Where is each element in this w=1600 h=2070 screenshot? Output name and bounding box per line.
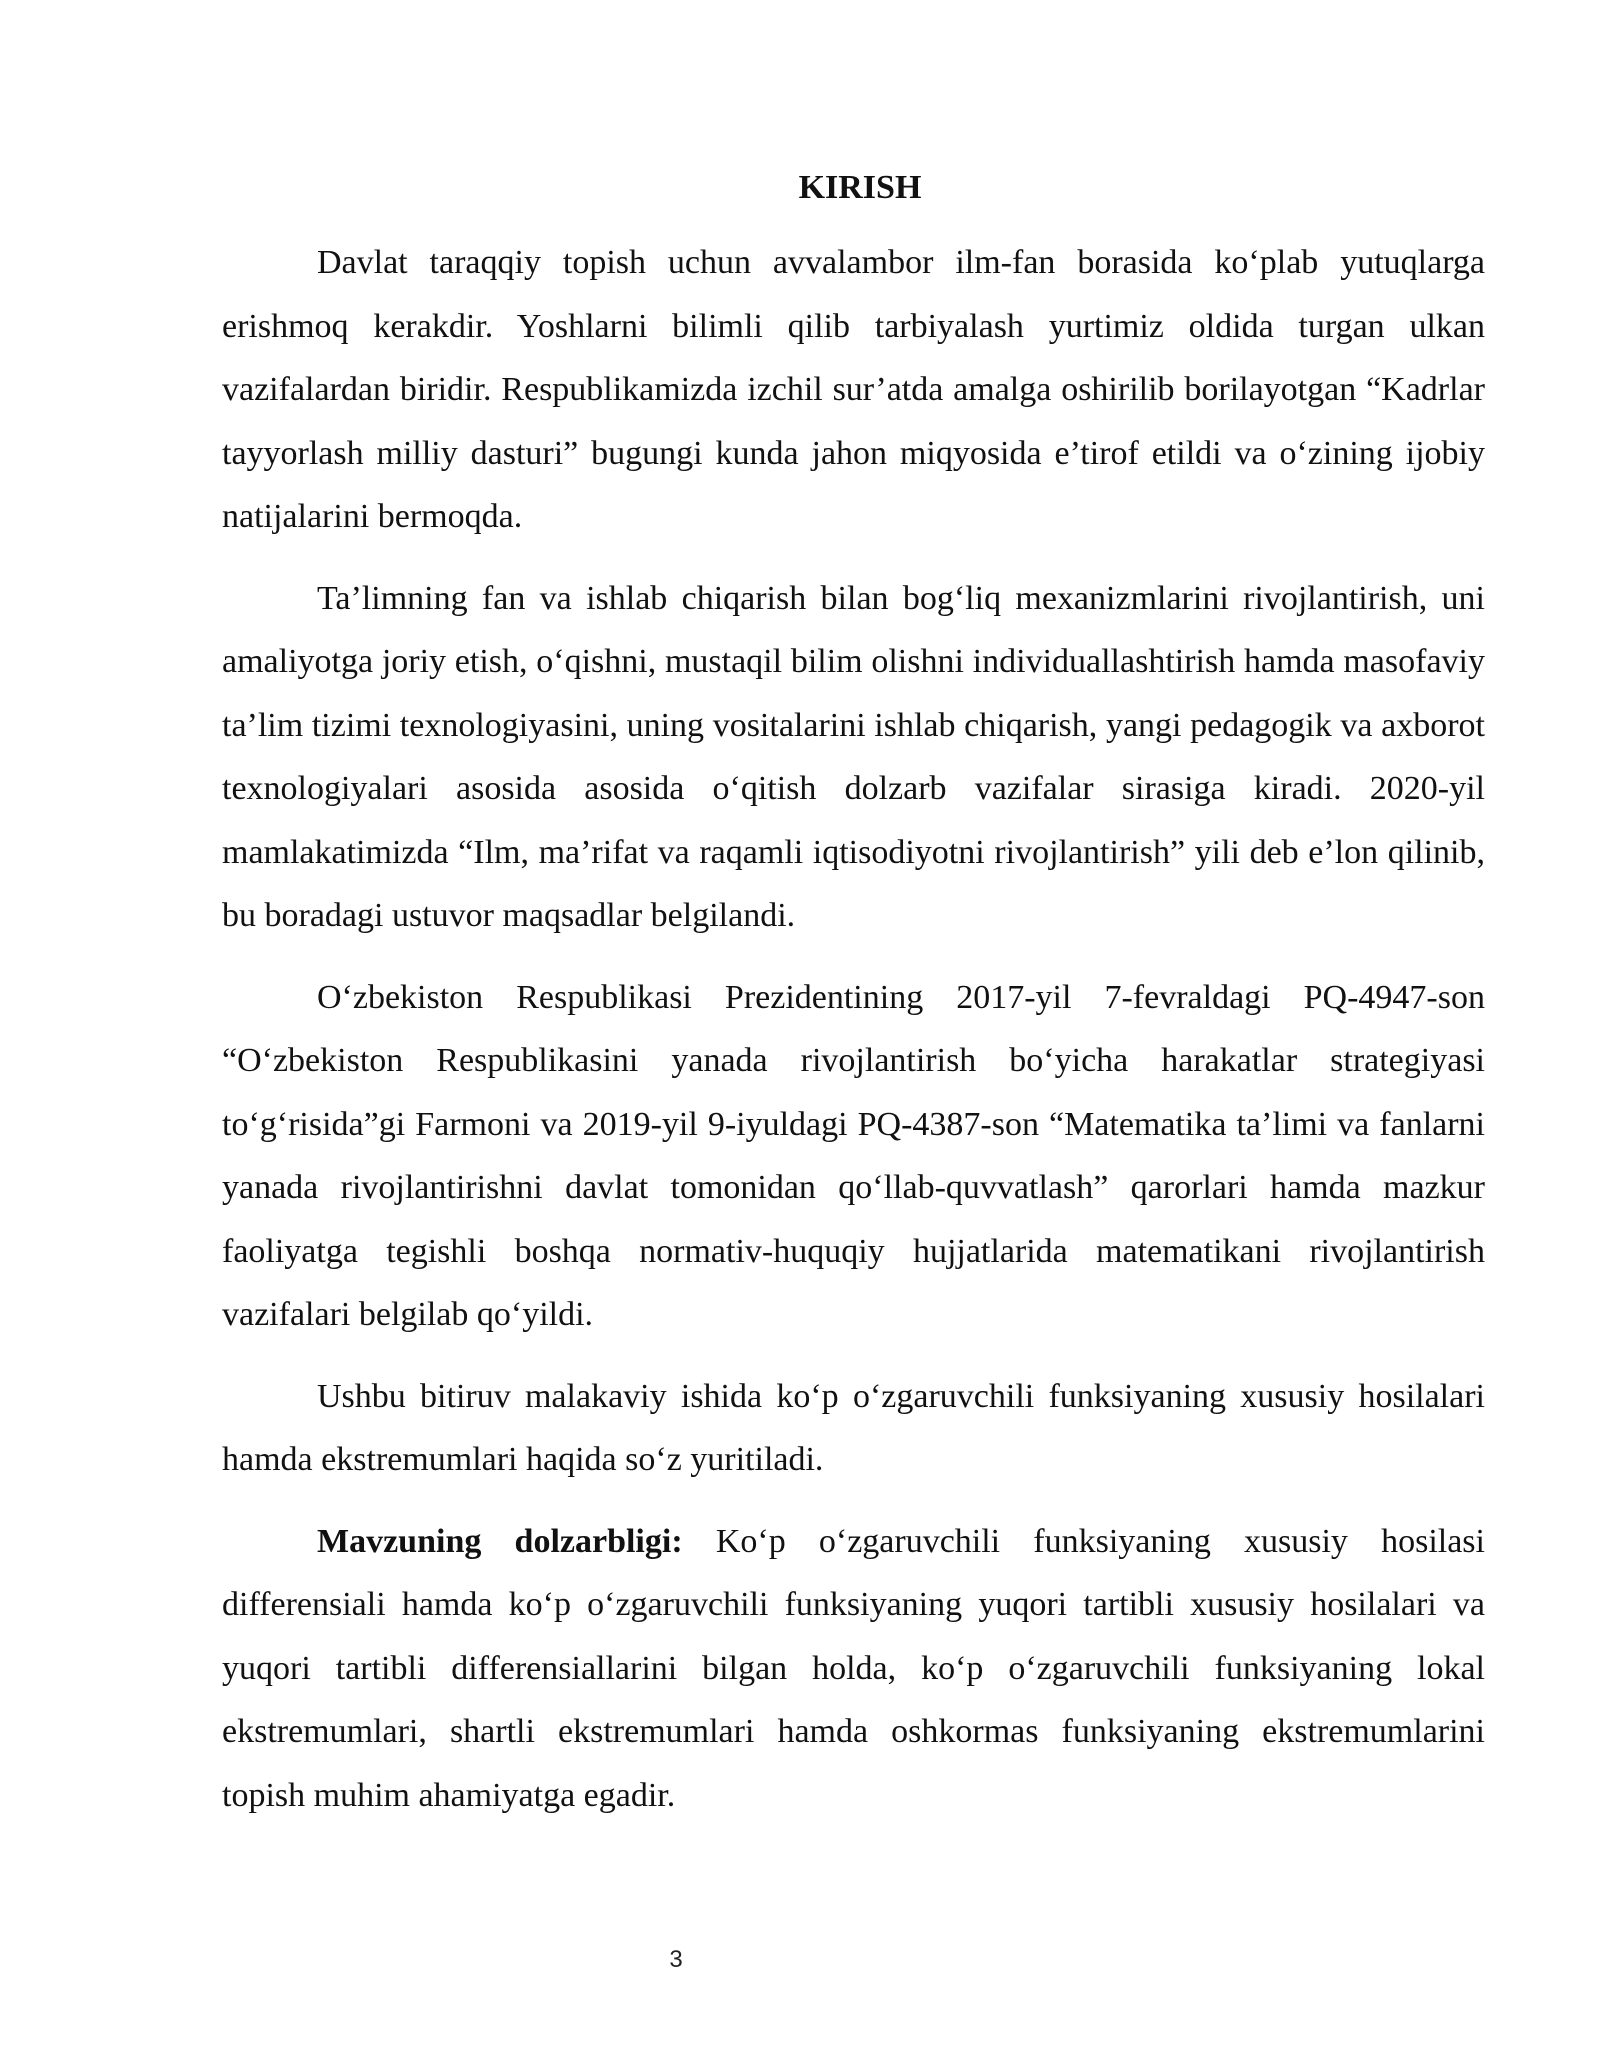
paragraph-education: Ta’limning fan va ishlab chiqarish bilan bog‘liq mexanizmlarini rivojlantirish, uni amaliyotga joriy etish, o‘qishni, mustaqil bilim olishni individuallashtirish hamda masofaviy ta’lim tizimi texnologiyasini, uning vositalarini ishlab chiqarish, yangi pedagogik va axborot texnologiyalari asosida asosida o‘qitish dolzarb vazifalar sirasiga kiradi. 2020-yil mamlakatimizda “Ilm, ma’rifat va raqamli iqtisodiyotni rivojlantirish” yili deb e’lon qilinib, bu boradagi ustuvor maqsadlar belgilandi. xyxy=(222,579,1485,934)
paragraph-legislation: O‘zbekiston Respublikasi Prezidentining 2017-yil 7-fevraldagi PQ-4947-son “O‘zbekiston Respublikasini yanada rivojlantirish bo‘yicha harakatlar strategiyasi to‘g‘risida”gi Farmoni va 2019-yil 9-iyuldagi PQ-4387-son “Matematika ta’limi va fanlarni yanada rivojlantirishni davlat tomonidan qo‘llab-quvvatlash” qarorlari hamda mazkur faoliyatga tegishli boshqa normativ-huquqiy hujjatlarida matematikani rivojlantirish vazifalari belgilab qo‘yildi. xyxy=(222,978,1485,1333)
relevance-label: Mavzuning dolzarbligi: xyxy=(317,1522,683,1560)
paragraph-thesis-topic: Ushbu bitiruv malakaviy ishida ko‘p o‘zgaruvchili funksiyaning xususiy hosilalari hamda ekstremumlari haqida so‘z yuritiladi. xyxy=(222,1377,1485,1478)
page-title: KIRISH xyxy=(798,169,922,206)
paragraph-intro: Davlat taraqqiy topish uchun avvalambor ilm-fan borasida ko‘plab yutuqlarga erishmoq kerakdir. Yoshlarni bilimli qilib tarbiyalash yurtimiz oldida turgan ulkan vazifalardan biridir. Respublikamizda izchil sur’atda amalga oshirilib borilayotgan “Kadrlar tayyorlash milliy dasturi” bugungi kunda jahon miqyosida e’tirof etildi va o‘zining ijobiy natijalarini bermoqda. xyxy=(222,244,1485,535)
document-body xyxy=(222,231,1485,1845)
paragraph-relevance xyxy=(222,1510,1485,1828)
relevance-text: Ko‘p o‘zgaruvchili funksiyaning xususiy hosilasi differensiali hamda ko‘p o‘zgaruvchili funksiyaning yuqori tartibli xususiy hosilalari va yuqori tartibli differensiallarini bilgan holda, ko‘p o‘zgaruvchili funksiyaning lokal ekstremumlari, shartli ekstremumlari hamda oshkormas funksiyaning ekstremumlarini topish muhim ahamiyatga egadir. xyxy=(222,1522,1485,1814)
page-number: 3 xyxy=(669,1946,683,1973)
